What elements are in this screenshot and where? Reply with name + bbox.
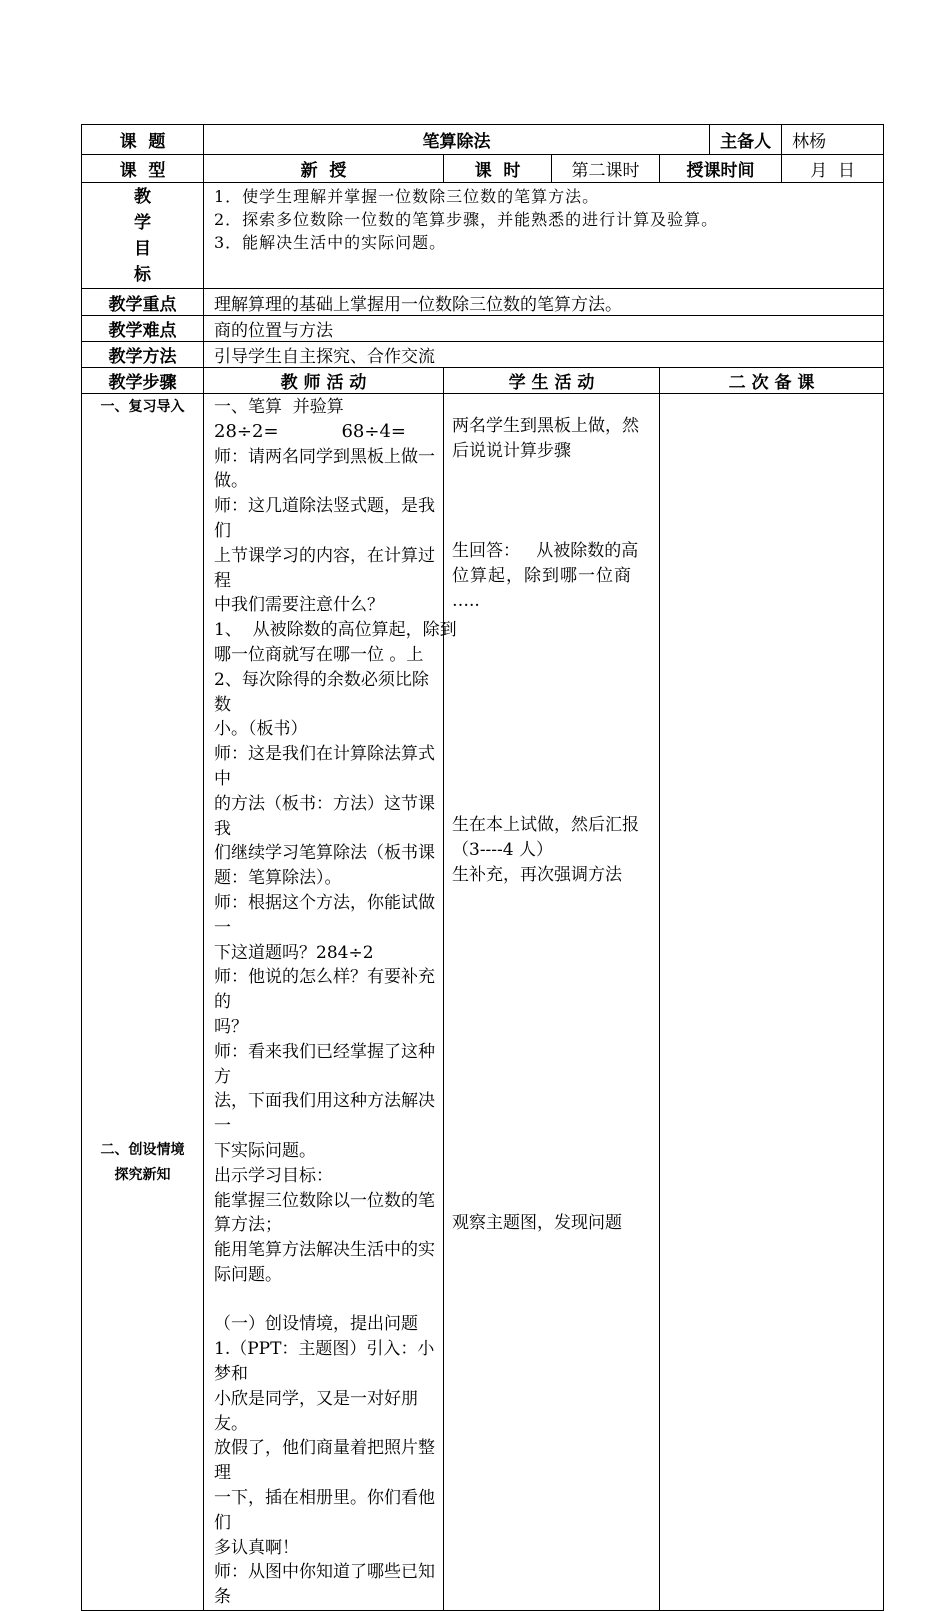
objectives-list	[204, 183, 884, 289]
objective-item: 2．探索多位数除一位数的笔算步骤，并能熟悉的进行计算及验算。	[214, 210, 719, 229]
student-activity-cell	[444, 394, 660, 1611]
teacher-line: 师：这是我们在计算除法算式中	[214, 744, 435, 789]
objectives-label-char: 学	[134, 213, 151, 233]
student-block-board-work: 两名学生到黑板上做，然 后说说计算步骤	[452, 416, 639, 461]
type-value: 新 授	[204, 155, 444, 183]
teacher-line: 能掌握三位数除以一位数的笔	[214, 1190, 435, 1211]
steps-column-header: 教学步骤	[82, 368, 204, 394]
teacher-line: 师：请两名同学到黑板上做一做。	[214, 446, 435, 492]
student-block-answer: 生回答： 从被除数的高 位算起，除到哪一位商 …..	[452, 541, 639, 611]
topic-value: 笔算除法	[204, 125, 710, 155]
objectives-label-char: 标	[134, 265, 151, 285]
step-new-knowledge: 二、创设情境 探究新知	[100, 1142, 185, 1183]
teacher-line: 小欣是同学，又是一对好朋友。	[214, 1388, 418, 1434]
key-points-label: 教学重点	[82, 289, 204, 316]
difficulty-label: 教学难点	[82, 316, 204, 342]
teacher-activity-cell	[204, 394, 457, 1611]
teacher-line: 的方法（板书：方法）这节课我	[214, 793, 435, 839]
teacher-line: 1、 从被除数的高位算起，除到	[214, 620, 457, 641]
teacher-line: 出示学习目标：	[214, 1165, 333, 1186]
teacher-line: 算方法；	[214, 1215, 282, 1236]
teacher-column-header: 教 师 活 动	[204, 368, 444, 394]
student-block-observe: 观察主题图，发现问题	[452, 1213, 622, 1233]
student-block-trial: 生在本上试做，然后汇报 （3----4 人） 生补充，再次强调方法	[452, 815, 639, 885]
objectives-label	[82, 183, 204, 289]
teacher-line: 放假了，他们商量着把照片整理	[214, 1438, 435, 1484]
teacher-line: 师：他说的怎么样？有要补充的	[214, 967, 435, 1013]
period-value: 第二课时	[552, 155, 660, 183]
teacher-line: 多认真啊！	[214, 1537, 299, 1558]
steps-cell	[82, 394, 204, 1611]
student-column-header: 学 生 活 动	[444, 368, 660, 394]
objectives-label-char: 教	[134, 187, 151, 207]
key-points-value: 理解算理的基础上掌握用一位数除三位数的笔算方法。	[204, 289, 884, 316]
teacher-line: 师：这几道除法竖式题，是我们	[214, 496, 435, 541]
type-label: 课 型	[82, 155, 204, 183]
teacher-line: 1.（PPT：主题图）引入：小梦和	[214, 1339, 435, 1385]
time-label: 授课时间	[660, 155, 782, 183]
step-review-intro: 一、复习导入	[100, 399, 185, 415]
teacher-line: 下实际问题。	[214, 1140, 316, 1161]
objective-item: 3．能解决生活中的实际问题。	[214, 233, 447, 252]
teacher-line: 际问题。	[214, 1264, 282, 1285]
teacher-line: 上节课学习的内容，在计算过程	[214, 545, 435, 591]
teacher-line: 师：看来我们已经掌握了这种方	[214, 1041, 435, 1087]
lesson-plan-table	[81, 124, 884, 1611]
teacher-line: 一、笔算 并验算	[214, 397, 344, 417]
teacher-line: 中我们需要注意什么？	[214, 595, 384, 616]
teacher-line: 下这道题吗？284÷2	[214, 942, 374, 963]
teacher-line: 哪一位商就写在哪一位 。上	[214, 644, 424, 665]
teacher-line: 吗？	[214, 1016, 248, 1037]
teacher-line: 2、每次除得的余数必须比除数	[214, 669, 429, 715]
teacher-line: 法，下面我们用这种方法解决一	[214, 1091, 435, 1137]
review-column-header: 二 次 备 课	[660, 368, 884, 394]
teacher-line: 师：根据这个方法，你能试做一	[214, 892, 435, 938]
difficulty-value: 商的位置与方法	[204, 316, 884, 342]
teacher-blank-line	[214, 1288, 437, 1313]
teacher-line: （一）创设情境，提出问题	[214, 1314, 418, 1335]
teacher-line: 师：从图中你知道了哪些已知条	[214, 1562, 435, 1608]
topic-label: 课 题	[82, 125, 204, 155]
teacher-line: 小。（板书）	[214, 719, 308, 740]
method-value: 引导学生自主探究、合作交流	[204, 342, 884, 368]
preparer-label: 主备人	[710, 125, 782, 155]
teacher-line: 题：笔算除法）。	[214, 868, 342, 889]
review-cell	[660, 394, 884, 1611]
period-label: 课 时	[444, 155, 552, 183]
preparer-value: 林杨	[782, 125, 884, 155]
teacher-line: 28÷2= 68÷4=	[214, 420, 406, 442]
teacher-line: 一下，插在相册里。你们看他们	[214, 1488, 435, 1533]
teacher-line: 能用笔算方法解决生活中的实	[214, 1240, 435, 1261]
objectives-label-char: 目	[134, 239, 151, 259]
method-label: 教学方法	[82, 342, 204, 368]
teacher-line: 们继续学习笔算除法（板书课	[214, 843, 435, 864]
objective-item: 1．使学生理解并掌握一位数除三位数的笔算方法。	[214, 187, 600, 206]
time-value: 月 日	[782, 155, 884, 183]
